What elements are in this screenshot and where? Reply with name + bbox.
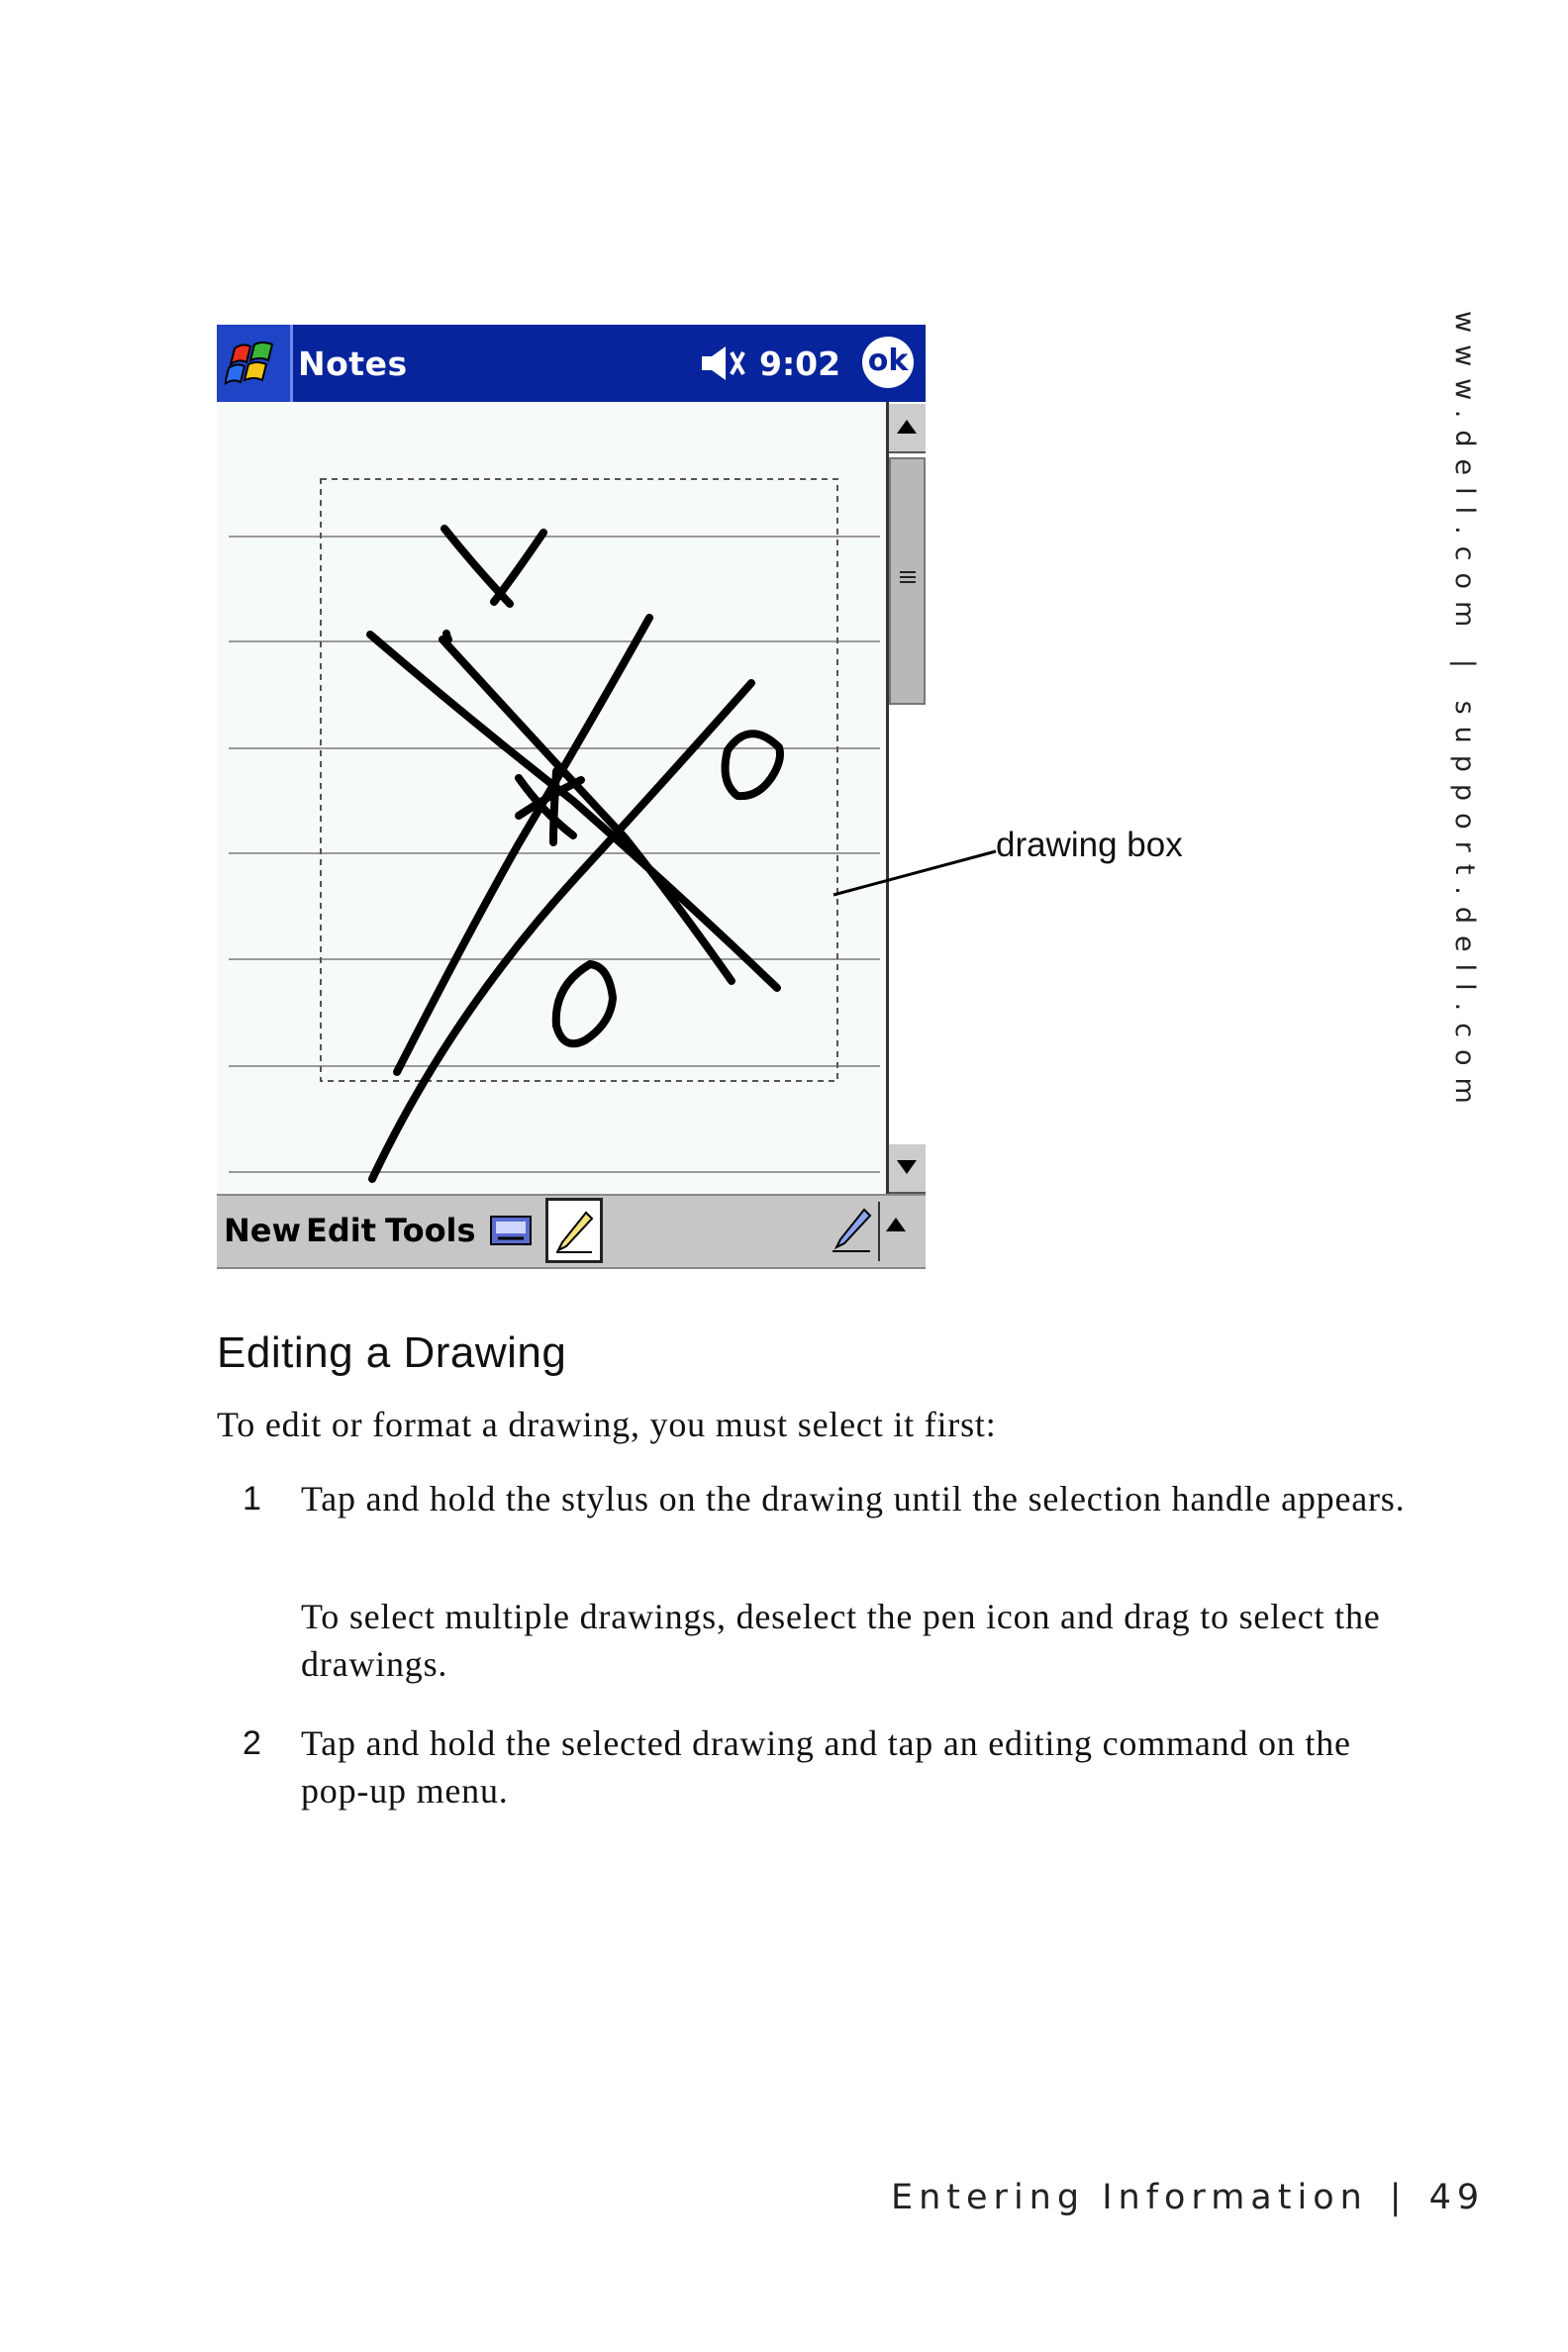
footer-section: Entering Information xyxy=(891,2178,1368,2217)
section-heading: Editing a Drawing xyxy=(217,1328,567,1377)
speaker-muted-icon[interactable] xyxy=(698,343,749,384)
grip-icon xyxy=(900,571,916,573)
notes-screenshot xyxy=(217,325,926,1269)
input-pen-icon[interactable] xyxy=(831,1206,872,1253)
ok-button[interactable]: ok xyxy=(862,337,914,388)
scroll-thumb[interactable] xyxy=(889,457,926,705)
title-bar xyxy=(217,325,926,402)
triangle-up-icon xyxy=(897,420,917,434)
callout-line xyxy=(832,849,1000,899)
scroll-down-button[interactable] xyxy=(889,1142,926,1194)
step-number: 1 xyxy=(243,1480,262,1518)
note-canvas[interactable] xyxy=(217,402,886,1194)
windows-flag-icon xyxy=(225,335,282,390)
callout-label: drawing box xyxy=(996,826,1183,864)
step-text: Tap and hold the selected drawing and tap an editing command on the pop-up menu. xyxy=(301,1723,1351,1811)
pen-button[interactable] xyxy=(545,1198,603,1263)
page-footer xyxy=(891,2178,1485,2217)
step-note-text: To select multiple drawings, deselect the pen icon and drag to select the drawings. xyxy=(301,1597,1381,1684)
menu-new[interactable]: New xyxy=(224,1212,302,1249)
footer-separator: | xyxy=(1389,2178,1408,2217)
scroll-up-button[interactable] xyxy=(889,402,926,453)
input-divider xyxy=(878,1202,880,1261)
triangle-down-icon xyxy=(897,1160,917,1174)
step-text: Tap and hold the stylus on the drawing until the selection handle appears. xyxy=(301,1479,1406,1519)
note-lines xyxy=(217,402,886,1194)
menu-edit[interactable]: Edit xyxy=(306,1212,377,1249)
side-url: www.dell.com | support.dell.com xyxy=(1449,311,1480,1116)
app-title: Notes xyxy=(298,344,408,383)
page-number: 49 xyxy=(1428,2178,1486,2217)
up-arrow-icon[interactable] xyxy=(886,1218,906,1231)
menu-bar xyxy=(217,1194,926,1269)
clock[interactable]: 9:02 xyxy=(759,344,841,383)
vertical-scrollbar[interactable] xyxy=(886,402,926,1194)
step-number: 2 xyxy=(243,1724,262,1762)
pen-icon xyxy=(554,1209,594,1254)
start-button[interactable] xyxy=(217,325,293,402)
intro-paragraph: To edit or format a drawing, you must select it first: xyxy=(217,1405,997,1444)
menu-tools[interactable]: Tools xyxy=(385,1212,476,1249)
keyboard-icon[interactable] xyxy=(490,1216,532,1245)
